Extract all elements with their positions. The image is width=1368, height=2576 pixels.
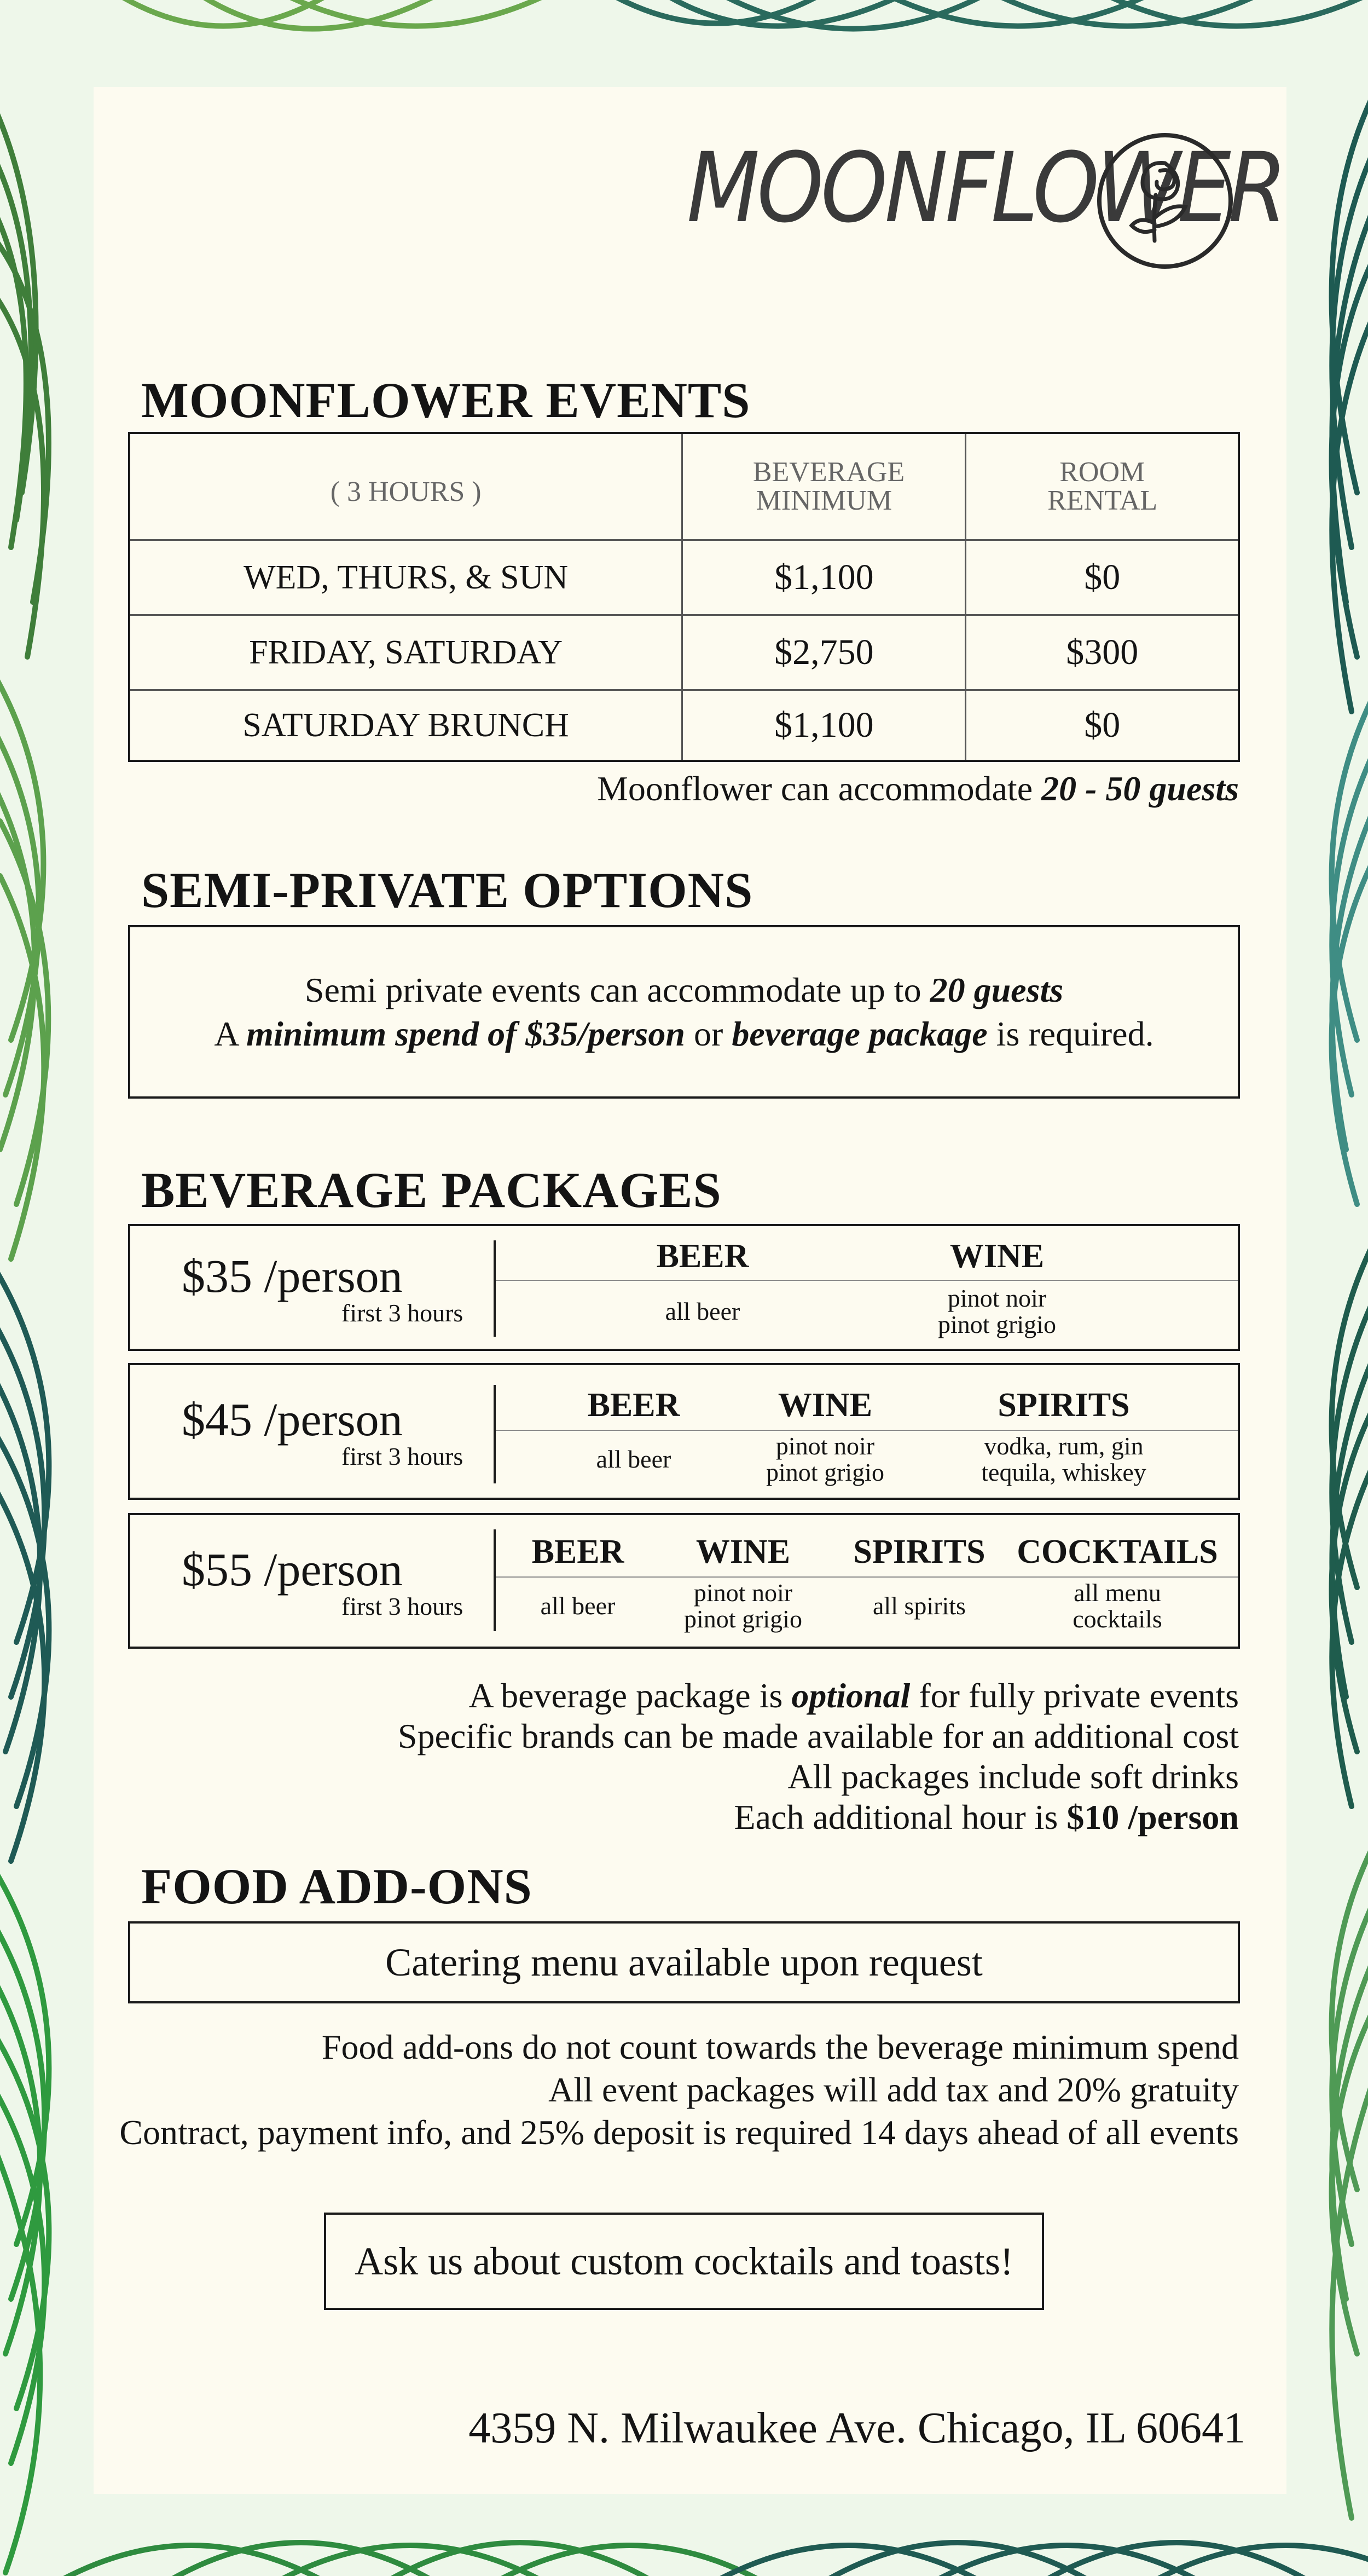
- package-column: [853, 1535, 985, 1619]
- semi-guest-limit: 20 guests: [930, 970, 1064, 1009]
- package-column: [532, 1535, 624, 1619]
- room-rental-header: [966, 433, 1239, 540]
- semi-line-2-end: is required.: [996, 1014, 1154, 1053]
- events-pricing-table: [128, 432, 1240, 762]
- package-price: $45 /person: [182, 1393, 403, 1446]
- catering-box: Catering menu available upon request: [128, 1921, 1240, 2003]
- row-rent: $0: [966, 540, 1239, 615]
- package-45: [128, 1363, 1240, 1500]
- package-column: [981, 1388, 1146, 1486]
- address: 4359 N. Milwaukee Ave. Chicago, IL 60641: [468, 2404, 1245, 2452]
- beverage-minimum-header-text: BEVERAGE MINIMUM: [752, 457, 905, 516]
- package-column: [1017, 1535, 1218, 1633]
- table-row: [129, 540, 1239, 615]
- column-detail: pinot noir: [947, 1284, 1047, 1312]
- row-min: $1,100: [682, 540, 966, 615]
- events-title: MOONFLOWER EVENTS: [141, 372, 751, 428]
- column-heading: SPIRITS: [853, 1533, 986, 1570]
- semi-private-box: [128, 925, 1240, 1099]
- column-heading: WINE: [949, 1238, 1045, 1275]
- semi-min-spend: minimum spend of $35/person: [246, 1014, 686, 1053]
- column-detail: all beer: [665, 1297, 740, 1325]
- table-row: [129, 615, 1239, 690]
- package-55: [128, 1513, 1240, 1649]
- package-column: [657, 1239, 749, 1325]
- moonflower-logo: [687, 130, 1284, 273]
- divider: [494, 1240, 496, 1337]
- column-detail: pinot grigio: [766, 1458, 884, 1487]
- semi-line-1-text: Semi private events can accommodate up to: [304, 970, 921, 1009]
- semi-private-title: SEMI-PRIVATE OPTIONS: [141, 862, 753, 918]
- column-detail: pinot noir: [775, 1432, 875, 1460]
- capacity-note: [597, 771, 1239, 806]
- table-row: [129, 690, 1239, 761]
- food-note: Food add-ons do not count towards the beverage minimum spend: [321, 2028, 1239, 2066]
- semi-line-2: [214, 1012, 1153, 1056]
- package-column: [684, 1535, 802, 1633]
- column-detail: all menu: [1074, 1579, 1161, 1607]
- row-rent: $300: [966, 615, 1239, 690]
- note-optional: optional: [791, 1676, 911, 1715]
- column-detail: tequila, whiskey: [981, 1458, 1146, 1487]
- package-duration: first 3 hours: [341, 1299, 463, 1327]
- divider: [494, 1529, 496, 1631]
- package-note-optional: [468, 1678, 1239, 1713]
- column-heading: SPIRITS: [998, 1387, 1130, 1424]
- semi-line-1: [305, 968, 1063, 1012]
- row-min: $1,100: [682, 690, 966, 761]
- column-detail: vodka, rum, gin: [984, 1432, 1144, 1460]
- beverage-minimum-header: [682, 433, 966, 540]
- note-text: A beverage package is: [468, 1676, 783, 1715]
- column-detail: cocktails: [1073, 1605, 1162, 1633]
- column-detail: pinot noir: [693, 1579, 793, 1607]
- package-note-soft-drinks: All packages include soft drinks: [787, 1757, 1239, 1796]
- food-addons-title: FOOD ADD-ONS: [141, 1858, 532, 1914]
- logo-wordmark: MOONFLOWER: [687, 132, 1284, 244]
- column-detail: pinot grigio: [684, 1605, 802, 1633]
- row-days: WED, THURS, & SUN: [129, 540, 682, 615]
- package-note-additional-hour: [734, 1800, 1239, 1835]
- custom-cocktails-callout: Ask us about custom cocktails and toasts!: [324, 2213, 1044, 2310]
- room-rental-header-text: ROOM RENTAL: [1047, 457, 1158, 516]
- package-35: [128, 1224, 1240, 1351]
- column-heading: WINE: [778, 1387, 873, 1424]
- row-min: $2,750: [682, 615, 966, 690]
- food-note: All event packages will add tax and 20% gratuity: [548, 2070, 1239, 2109]
- divider: [494, 1385, 496, 1483]
- column-heading: WINE: [695, 1533, 791, 1570]
- note-text: Each additional hour is: [734, 1798, 1058, 1836]
- column-heading: BEER: [587, 1387, 680, 1424]
- row-days: SATURDAY BRUNCH: [129, 690, 682, 761]
- semi-beverage-package: beverage package: [732, 1014, 988, 1053]
- divider: [496, 1280, 1238, 1281]
- row-rent: $0: [966, 690, 1239, 761]
- package-price: $55 /person: [182, 1543, 403, 1596]
- capacity-prefix: Moonflower can accommodate: [596, 769, 1033, 808]
- duration-header: ( 3 HOURS ): [129, 433, 682, 540]
- package-column: [588, 1388, 680, 1472]
- food-note: Contract, payment info, and 25% deposit is required 14 days ahead of all events: [119, 2113, 1239, 2152]
- package-column: [938, 1239, 1056, 1338]
- capacity-value: 20 - 50 guests: [1041, 769, 1239, 808]
- column-detail: all beer: [540, 1592, 616, 1620]
- column-detail: pinot grigio: [938, 1310, 1056, 1339]
- semi-line-2-or: or: [694, 1014, 723, 1053]
- beverage-packages-title: BEVERAGE PACKAGES: [141, 1162, 722, 1218]
- note-hour-price: $10 /person: [1066, 1798, 1239, 1836]
- column-detail: all beer: [596, 1445, 671, 1473]
- package-duration: first 3 hours: [341, 1442, 463, 1470]
- package-price: $35 /person: [182, 1250, 403, 1302]
- column-detail: all spirits: [873, 1592, 966, 1620]
- package-column: [766, 1388, 884, 1486]
- semi-line-2-a: A: [214, 1014, 238, 1053]
- package-duration: first 3 hours: [341, 1592, 463, 1620]
- package-note-brands: Specific brands can be made available for an additional cost: [397, 1717, 1239, 1755]
- rose-icon: [1094, 130, 1236, 272]
- column-heading: COCKTAILS: [1017, 1533, 1218, 1570]
- note-text: for fully private events: [919, 1676, 1239, 1715]
- column-heading: BEER: [531, 1533, 624, 1570]
- column-heading: BEER: [656, 1238, 749, 1275]
- table-header-row: [129, 433, 1239, 540]
- row-days: FRIDAY, SATURDAY: [129, 615, 682, 690]
